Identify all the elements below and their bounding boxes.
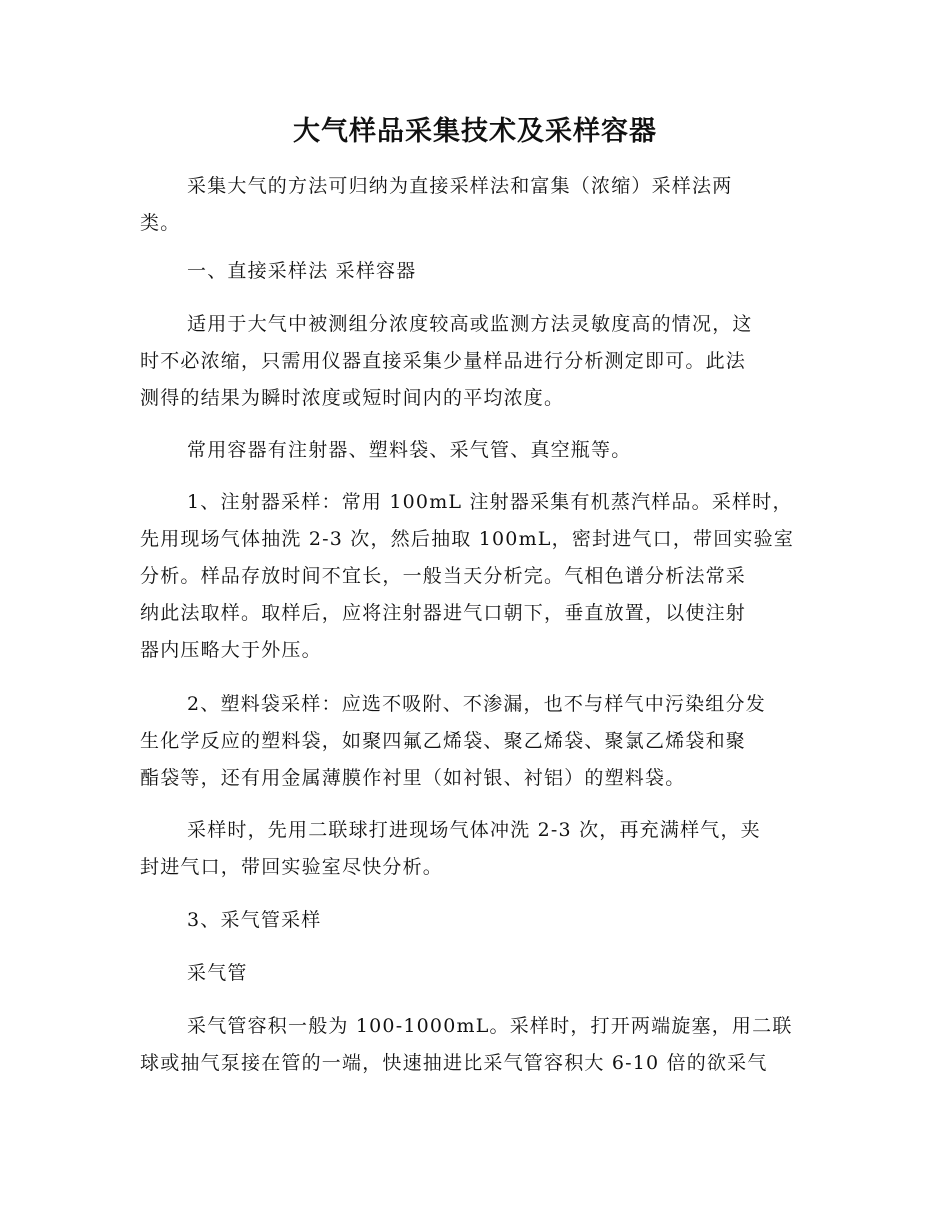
text-line: 类。 (140, 212, 181, 234)
text-line: 时不必浓缩，只需用仪器直接采集少量样品进行分析测定即可。此法 (140, 350, 747, 372)
paragraph-intro (140, 168, 810, 242)
text-line: 采集大气的方法可归纳为直接采样法和富集（浓缩）采样法两 (187, 175, 733, 197)
paragraph-applicability (140, 306, 810, 417)
text-line: 一、直接采样法 采样容器 (187, 260, 417, 282)
text-line: 纳此法取样。取样后，应将注射器进气口朝下，垂直放置，以使注射 (140, 602, 747, 624)
paragraph-common-containers (140, 432, 810, 469)
document-title: 大气样品采集技术及采样容器 (293, 116, 657, 147)
text-line: 适用于大气中被测组分浓度较高或监测方法灵敏度高的情况，这 (187, 313, 753, 335)
text-line: 酯袋等，还有用金属薄膜作衬里（如衬银、衬铝）的塑料袋。 (140, 767, 686, 789)
text-line: 分析。样品存放时间不宜长，一般当天分析完。气相色谱分析法常采 (140, 565, 747, 587)
paragraph-plastic-bag-sampling (140, 686, 810, 797)
text-line: 1、注射器采样：常用 100mL 注射器采集有机蒸汽样品。采样时， (187, 491, 793, 513)
text-line: 采样时，先用二联球打进现场气体冲洗 2-3 次，再充满样气，夹 (187, 819, 761, 841)
text-line: 2、塑料袋采样：应选不吸附、不渗漏，也不与样气中污染组分发 (187, 693, 766, 715)
subheading-gas-tube (140, 955, 810, 992)
text-line: 采气管 (187, 962, 248, 984)
text-line: 测得的结果为瞬时浓度或短时间内的平均浓度。 (140, 387, 565, 409)
text-line: 生化学反应的塑料袋，如聚四氟乙烯袋、聚乙烯袋、聚氯乙烯袋和聚 (140, 730, 747, 752)
text-line: 采气管容积一般为 100-1000mL。采样时，打开两端旋塞，用二联 (187, 1015, 793, 1037)
section-heading-gas-tube-sampling (140, 902, 810, 939)
text-line: 先用现场气体抽洗 2-3 次，然后抽取 100mL，密封进气口，带回实验室 (140, 528, 795, 550)
text-line: 球或抽气泵接在管的一端，快速抽进比采气管容积大 6-10 倍的欲采气 (140, 1052, 768, 1074)
text-line: 3、采气管采样 (187, 909, 322, 931)
paragraph-syringe-sampling (140, 484, 810, 669)
section-heading-direct-sampling (140, 253, 810, 290)
text-line: 常用容器有注射器、塑料袋、采气管、真空瓶等。 (187, 439, 632, 461)
paragraph-gas-tube-volume (140, 1008, 810, 1082)
paragraph-sampling-procedure (140, 812, 810, 886)
text-line: 器内压略大于外压。 (140, 639, 322, 661)
text-line: 封进气口，带回实验室尽快分析。 (140, 856, 444, 878)
